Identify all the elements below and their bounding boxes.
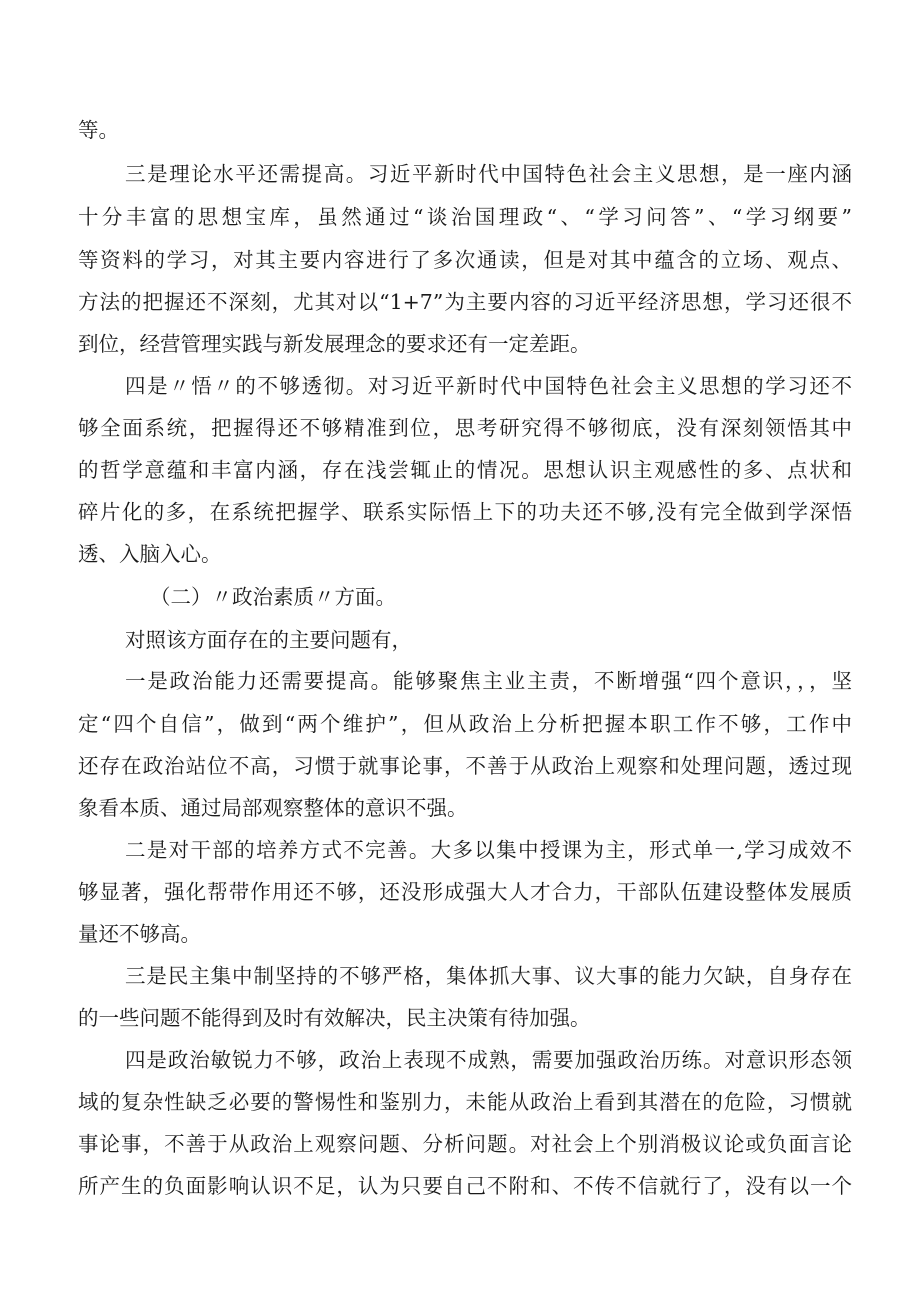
paragraph-line: 三是理论水平还需提高。习近平新时代中国特色社会主义思想，是一座内涵 xyxy=(125,162,852,186)
paragraph-line: 四是政治敏锐力不够，政治上表现不成熟，需要加强政治历练。对意识形态领 xyxy=(125,1048,852,1072)
paragraph-line: 够全面系统，把握得还不够精准到位，思考研究得不够彻底，没有深刻领悟其中 xyxy=(78,416,852,440)
paragraph-line: 四是〃悟〃的不够透彻。对习近平新时代中国特色社会主义思想的学习还不 xyxy=(125,374,852,398)
paragraph-line: 等资料的学习，对其主要内容进行了多次通读，但是对其中蕴含的立场、观点、 xyxy=(78,248,852,272)
paragraph-line: 象看本质、通过局部观察整体的意识不强。 xyxy=(78,796,468,820)
paragraph-line: 够显著，强化帮带作用还不够，还没形成强大人才合力，干部队伍建设整体发展质 xyxy=(78,880,852,904)
paragraph-line: 三是民主集中制坚持的不够严格，集体抓大事、议大事的能力欠缺，自身存在 xyxy=(125,964,852,988)
paragraph-line: 域的复杂性缺乏必要的警惕性和鉴别力，未能从政治上看到其潜在的危险，习惯就 xyxy=(78,1090,852,1114)
paragraph-line: 量还不够高。 xyxy=(78,922,201,946)
paragraph-line: 二是对干部的培养方式不完善。大多以集中授课为主，形式单一,学习成效不 xyxy=(125,838,852,862)
paragraph-line: 碎片化的多，在系统把握学、联系实际悟上下的功夫还不够,没有完全做到学深悟 xyxy=(78,500,852,524)
paragraph-line: 所产生的负面影响认识不足，认为只要自己不附和、不传不信就行了，没有以一个 xyxy=(78,1174,852,1198)
paragraph-line: 事论事，不善于从政治上观察问题、分析问题。对社会上个别消极议论或负面言论 xyxy=(78,1132,852,1156)
paragraph-line: 的哲学意蕴和丰富内涵，存在浅尝辄止的情况。思想认识主观感性的多、点状和 xyxy=(78,458,852,482)
section-heading: （二）〃政治素质〃方面。 xyxy=(150,585,396,609)
paragraph-line: 方法的把握还不深刻，尤其对以“1+7”为主要内容的习近平经济思想，学习还很不 xyxy=(78,290,852,314)
paragraph-line: 十分丰富的思想宝库，虽然通过“谈治国理政“、“学习问答”、“学习纲要” xyxy=(78,205,852,229)
paragraph-line: 的一些问题不能得到及时有效解决，民主决策有待加强。 xyxy=(78,1006,591,1030)
paragraph-line: 对照该方面存在的主要问题有， xyxy=(125,628,412,652)
paragraph-line: 还存在政治站位不高，习惯于就事论事，不善于从政治上观察和处理问题，透过现 xyxy=(78,754,852,778)
paragraph-line: 到位，经营管理实践与新发展理念的要求还有一定差距。 xyxy=(78,332,591,356)
paragraph-line: 定“四个自信”，做到“两个维护”，但从政治上分析把握本职工作不够，工作中 xyxy=(78,712,852,736)
paragraph-line: 透、入脑入心。 xyxy=(78,542,222,566)
paragraph-line: 等。 xyxy=(78,118,119,142)
paragraph-line: 一是政治能力还需要提高。能够聚焦主业主责，不断增强“四个意识，，，坚 xyxy=(125,669,852,693)
